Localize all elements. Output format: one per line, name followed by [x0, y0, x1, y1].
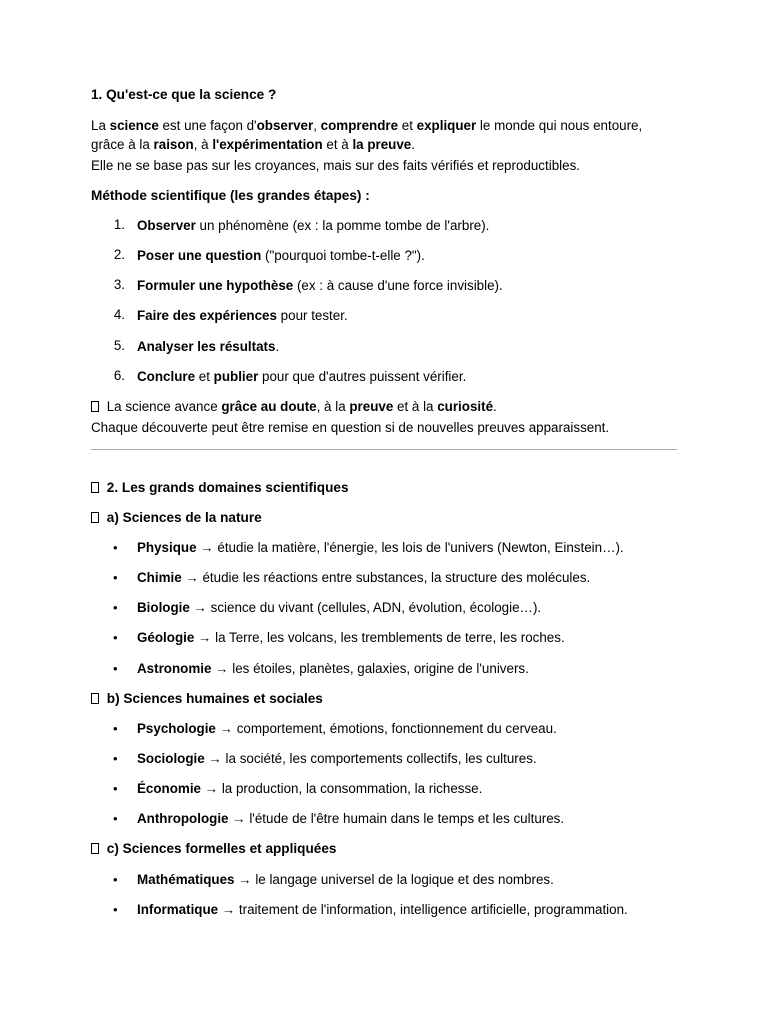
list-item: • Informatique → traitement de l'information, intelligence artificielle, programmation.: [113, 902, 628, 917]
intro-line-3: Elle ne se base pas sur les croyances, mais sur des faits vérifiés et reproductibles.: [91, 158, 580, 173]
bullet-icon: •: [113, 811, 118, 826]
list-item: • Psychologie → comportement, émotions, fonctionnement du cerveau.: [113, 721, 557, 736]
bullet-icon: •: [113, 902, 118, 917]
group-title-nature: a) Sciences de la nature: [91, 509, 262, 527]
method-step: 2. Poser une question ("pourquoi tombe-t-elle ?").: [113, 247, 425, 263]
closing-line-2: Chaque découverte peut être remise en question si de nouvelles preuves apparaissent.: [91, 420, 610, 435]
bullet-icon: •: [113, 661, 118, 676]
bullet-icon: •: [113, 570, 118, 585]
horizontal-divider: [91, 449, 677, 450]
emoji-placeholder-icon: [91, 401, 99, 412]
closing-line-1: La science avance grâce au doute, à la preuve et à la curiosité.: [91, 398, 497, 416]
group-title-human: b) Sciences humaines et sociales: [91, 690, 323, 708]
intro-line-2: grâce à la raison, à l'expérimentation et à la preuve.: [91, 137, 415, 152]
emoji-placeholder-icon: [91, 512, 99, 523]
method-step: 3. Formuler une hypothèse (ex : à cause d'une force invisible).: [113, 277, 503, 293]
list-item: • Anthropologie → l'étude de l'être humain dans le temps et les cultures.: [113, 811, 565, 826]
bullet-icon: •: [113, 630, 118, 645]
list-item: • Biologie → science du vivant (cellules, ADN, évolution, écologie…).: [113, 600, 542, 615]
method-step: 1. Observer un phénomène (ex : la pomme tombe de l'arbre).: [113, 217, 490, 233]
bullet-icon: •: [113, 751, 118, 766]
section-2-title: 2. Les grands domaines scientifiques: [91, 479, 349, 497]
group-title-formal: c) Sciences formelles et appliquées: [91, 840, 336, 858]
list-item: • Mathématiques → le langage universel de la logique et des nombres.: [113, 872, 554, 887]
method-step: 4. Faire des expériences pour tester.: [113, 307, 348, 323]
list-item: • Sociologie → la société, les comportements collectifs, les cultures.: [113, 751, 537, 766]
list-item: • Géologie → la Terre, les volcans, les tremblements de terre, les roches.: [113, 630, 565, 645]
intro-line-1: La science est une façon d'observer, comprendre et expliquer le monde qui nous entoure,: [91, 118, 643, 133]
bullet-icon: •: [113, 721, 118, 736]
method-step: 6. Conclure et publier pour que d'autres puissent vérifier.: [113, 368, 467, 384]
bullet-icon: •: [113, 540, 118, 555]
method-step: 5. Analyser les résultats.: [113, 338, 280, 354]
bullet-icon: •: [113, 872, 118, 887]
bullet-icon: •: [113, 781, 118, 796]
section-1-title: 1. Qu'est-ce que la science ?: [91, 87, 277, 102]
emoji-placeholder-icon: [91, 482, 99, 493]
list-item: • Chimie → étudie les réactions entre substances, la structure des molécules.: [113, 570, 591, 585]
list-item: • Astronomie → les étoiles, planètes, galaxies, origine de l'univers.: [113, 661, 529, 676]
bullet-icon: •: [113, 600, 118, 615]
list-item: • Physique → étudie la matière, l'énergie, les lois de l'univers (Newton, Einstein…).: [113, 540, 624, 555]
method-title: Méthode scientifique (les grandes étapes) :: [91, 188, 370, 203]
list-item: • Économie → la production, la consommation, la richesse.: [113, 781, 483, 796]
emoji-placeholder-icon: [91, 693, 99, 704]
emoji-placeholder-icon: [91, 843, 99, 854]
